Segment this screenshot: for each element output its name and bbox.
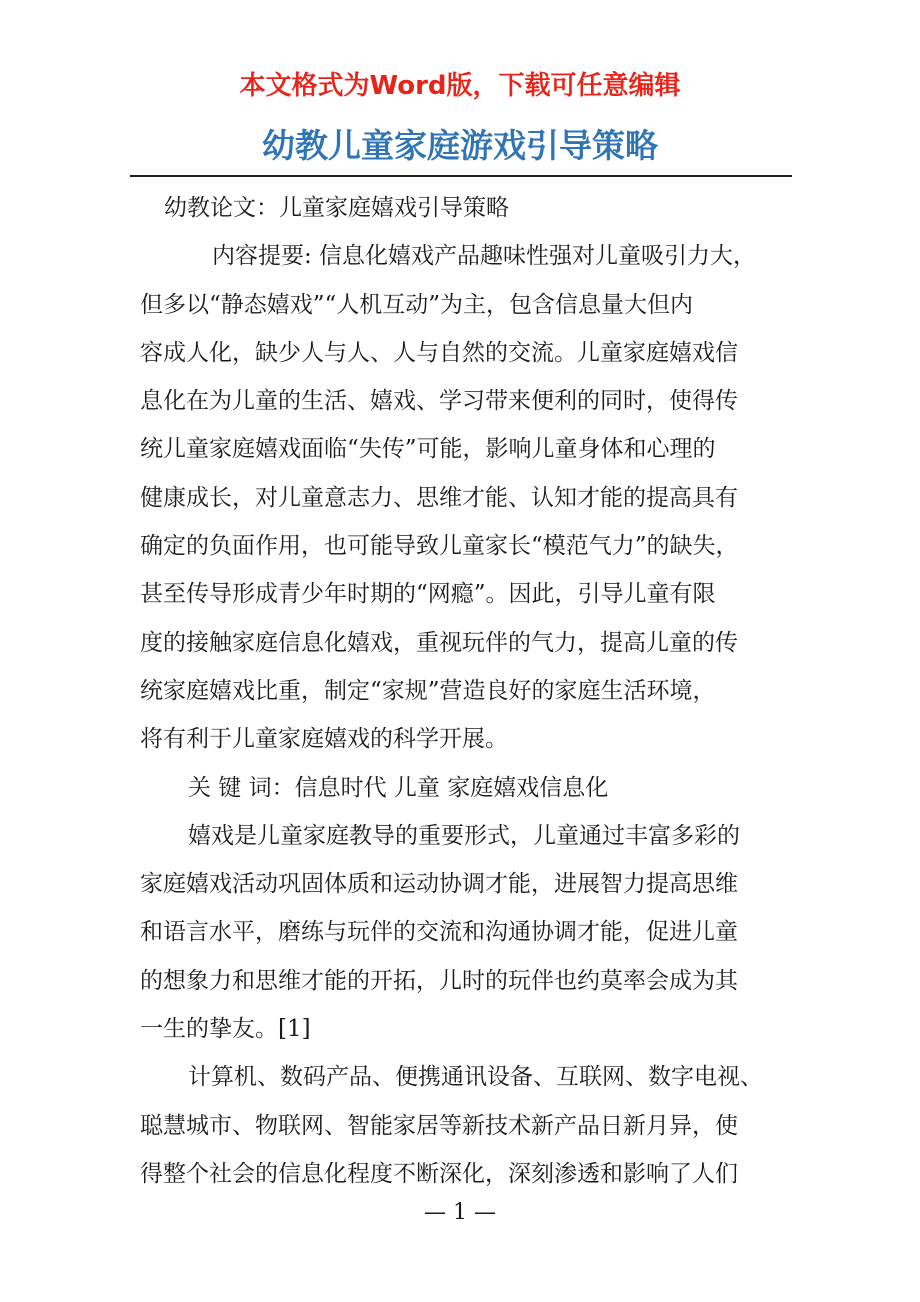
paragraph-line: 家庭嬉戏活动巩固体质和运动协调才能，进展智力提高思维 (140, 871, 738, 898)
paragraph-line: 聪慧城市、物联网、智能家居等新技术新产品日新月异，使 (140, 1112, 738, 1139)
abstract-line: 健康成长，对儿童意志力、思维才能、认知才能的提高具有 (140, 484, 738, 511)
article-subtitle: 幼教论文：儿童家庭嬉戏引导策略 (164, 195, 509, 221)
abstract-line: 统儿童家庭嬉戏面临“失传”可能，影响儿童身体和心理的 (140, 436, 716, 463)
abstract-line: 容成人化，缺少人与人、人与自然的交流。儿童家庭嬉戏信 (140, 339, 738, 366)
abstract-line: 息化在为儿童的生活、嬉戏、学习带来便利的同时，使得传 (140, 388, 738, 415)
abstract-line: 内容提要: 信息化嬉戏产品趣味性强对儿童吸引力大， (212, 243, 757, 270)
format-notice: 本文格式为Word版，下载可任意编辑 (239, 71, 681, 101)
paragraph-line: 嬉戏是儿童家庭教导的重要形式，儿童通过丰富多彩的 (188, 822, 740, 849)
paragraph-line: 计算机、数码产品、便携通讯设备、互联网、数字电视、 (188, 1064, 763, 1091)
title-divider (130, 175, 792, 177)
page-number: — 1 — (424, 1200, 496, 1225)
abstract-line: 甚至传导形成青少年时期的“网瘾”。因此，引导儿童有限 (140, 581, 716, 608)
abstract-line: 确定的负面作用，也可能导致儿童家长“模范气力”的缺失， (140, 533, 739, 560)
paragraph-line: 和语言水平，磨练与玩伴的交流和沟通协调才能，促进儿童 (140, 919, 738, 946)
paragraph-line: 得整个社会的信息化程度不断深化，深刻渗透和影响了人们 (140, 1160, 738, 1187)
abstract-line: 统家庭嬉戏比重，制定“家规”营造良好的家庭生活环境， (140, 677, 716, 704)
paragraph-line: 的想象力和思维才能的开拓，儿时的玩伴也约莫率会成为其 (140, 967, 738, 994)
abstract-line: 将有利于儿童家庭嬉戏的科学开展。 (140, 726, 508, 753)
keywords-line: 关 键 词：信息时代 儿童 家庭嬉戏信息化 (188, 774, 609, 801)
abstract-line: 度的接触家庭信息化嬉戏，重视玩伴的气力，提高儿童的传 (140, 629, 738, 656)
paragraph-line: 一生的挚友。[1] (140, 1016, 311, 1043)
abstract-line: 但多以“静态嬉戏”“人机互动”为主，包含信息量大但内 (140, 291, 694, 318)
document-body (140, 184, 782, 1198)
document-title: 幼教儿童家庭游戏引导策略 (262, 126, 658, 165)
